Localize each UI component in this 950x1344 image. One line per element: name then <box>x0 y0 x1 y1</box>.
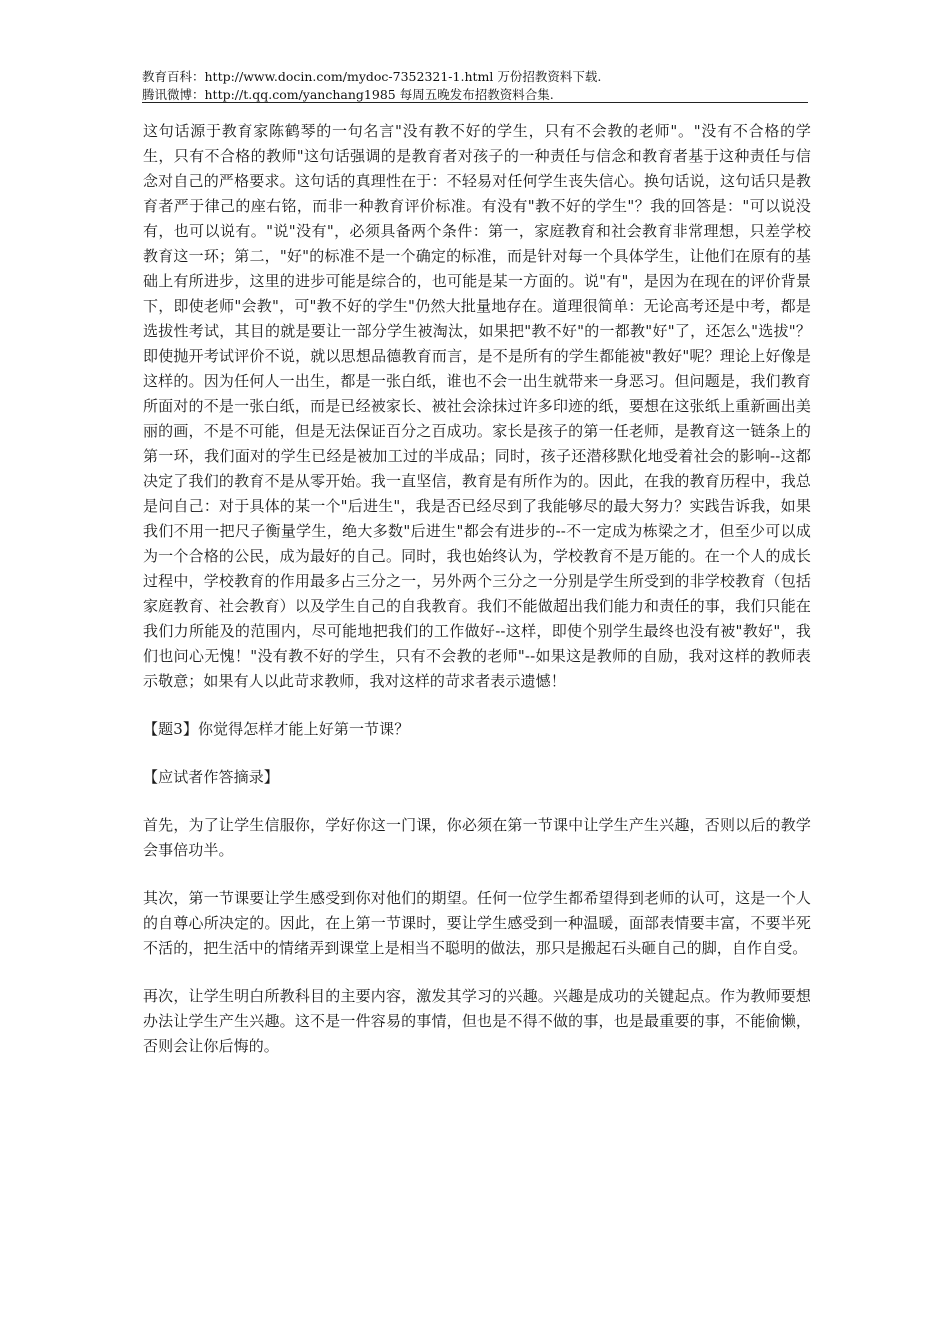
document-body <box>143 119 811 1082</box>
header-divider <box>142 102 808 103</box>
paragraph-third: 再次，让学生明白所教科目的主要内容，激发其学习的兴趣。兴趣是成功的关键起点。作为教师要想办法让学生产生兴趣。这不是一件容易的事情，但也是不得不做的事，也是最重要的事，不能偷懒，否则会让你后悔的。 <box>143 987 811 1055</box>
header-line-weibo: 腾讯微博：http://t.qq.com/yanchang1985 每周五晚发布招教资料合集. <box>142 87 554 102</box>
page-header <box>142 68 808 104</box>
question-3-heading: 【题3】你觉得怎样才能上好第一节课？ <box>143 720 410 738</box>
paragraph-second: 其次，第一节课要让学生感受到你对他们的期望。任何一位学生都希望得到老师的认可，这是一个人的自尊心所决定的。因此，在上第一节课时，要让学生感受到一种温暖，面部表情要丰富，不要半死不活的，把生活中的情绪弄到课堂上是相当不聪明的做法，那只是搬起石头砸自己的脚，自作自受。 <box>143 889 811 957</box>
header-line-docin: 教育百科：http://www.docin.com/mydoc-7352321-1.html 万份招教资料下载. <box>142 69 602 84</box>
paragraph-first: 首先，为了让学生信服你，学好你这一门课，你必须在第一节课中让学生产生兴趣，否则以后的教学会事倍功半。 <box>143 816 811 859</box>
paragraph-answer-2: 这句话源于教育家陈鹤琴的一句名言"没有教不好的学生，只有不会教的老师"。"没有不合格的学生，只有不合格的教师"这句话强调的是教育者对孩子的一种责任与信念和教育者基于这种责任与信念对自己的严格要求。这句话的真理性在于：不轻易对任何学生丧失信心。换句话说，这句话只是教育者严于律己的座右铭，而非一种教育评价标准。有没有"教不好的学生"？我的回答是："可以说没有，也可以说有。"说"没有"，必须具备两个条件：第一，家庭教育和社会教育非常理想，只差学校教育这一环；第二，"好"的标准不是一个确定的标准，而是针对每一个具体学生，让他们在原有的基础上有所进步，这里的进步可能是综合的，也可能是某一方面的。说"有"，是因为在现在的评价背景下，即使老师"会教"，可"教不好的学生"仍然大批量地存在。道理很简单：无论高考还是中考，都是选拔性考试，其目的就是要让一部分学生被淘汰，如果把"教不好"的一都教"好"了，还怎么"选拔"？即使抛开考试评价不说，就以思想品德教育而言，是不是所有的学生都能被"教好"呢？理论上好像是这样的。因为任何人一出生，都是一张白纸，谁也不会一出生就带来一身恶习。但问题是，我们教育所面对的不是一张白纸，而是已经被家长、被社会涂抹过许多印迹的纸，要想在这张纸上重新画出美丽的画，不是不可能，但是无法保证百分之百成功。家长是孩子的第一任老师，是教育这一链条上的第一环，我们面对的学生已经是被加工过的半成品；同时，孩子还潜移默化地受着社会的影响--这都决定了我们的教育不是从零开始。我一直坚信，教育是有所作为的。因此，在我的教育历程中，我总是问自己：对于具体的某一个"后进生"，我是否已经尽到了我能够尽的最大努力？实践告诉我，如果我们不用一把尺子衡量学生，绝大多数"后进生"都会有进步的--不一定成为栋梁之才，但至少可以成为一个合格的公民，成为最好的自己。同时，我也始终认为，学校教育不是万能的。在一个人的成长过程中，学校教育的作用最多占三分之一，另外两个三分之一分别是学生所受到的非学校教育（包括家庭教育、社会教育）以及学生自己的自我教育。我们不能做超出我们能力和责任的事，我们只能在我们力所能及的范围内，尽可能地把我们的工作做好--这样，即使个别学生最终也没有被"教好"，我们也问心无愧！"没有教不好的学生，只有不会教的老师"--如果这是教师的自励，我对这样的教师表示敬意；如果有人以此苛求教师，我对这样的苛求者表示遗憾！ <box>143 122 811 690</box>
answer-excerpt-label: 【应试者作答摘录】 <box>143 768 279 786</box>
